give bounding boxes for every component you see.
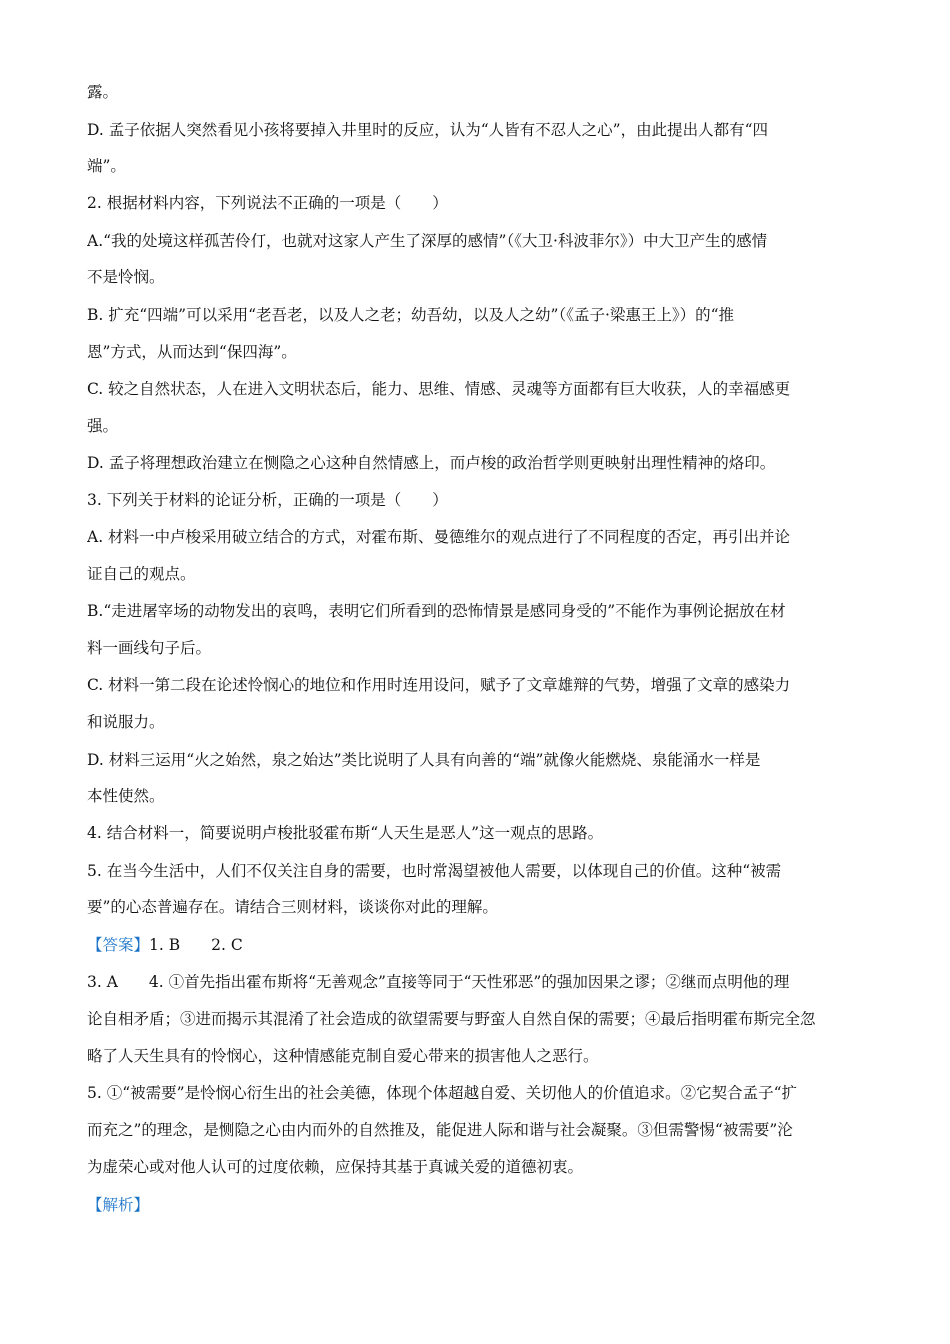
text-line: 强。 xyxy=(87,417,119,435)
analysis-line xyxy=(87,1195,877,1215)
answer-text-line: 为虚荣心或对他人认可的过度依赖，应保持其基于真诚关爱的道德初衷。 xyxy=(87,1158,584,1176)
answer-first: 1. B 2. C xyxy=(149,936,243,954)
option-3c: C. 材料一第二段在论述怜悯心的地位和作用时连用设问，赋予了文章雄辩的气势，增强了文章的感染力 xyxy=(87,676,791,694)
answer-text-line: 论自相矛盾；③进而揭示其混淆了社会造成的欲望需要与野蛮人自然自保的需要；④最后指明霍布斯完全忽 xyxy=(87,1010,816,1028)
option-2a: A.“我的处境这样孤苦伶仃，也就对这家人产生了深厚的感情”（《大卫·科波菲尔》）中大卫产生的感情 xyxy=(87,232,768,250)
option-3a: A. 材料一中卢梭采用破立结合的方式，对霍布斯、曼德维尔的观点进行了不同程度的否定，再引出并论 xyxy=(87,528,791,546)
question-3-stem: 3. 下列关于材料的论证分析，正确的一项是（ ） xyxy=(87,491,448,509)
text-line: 不是怜悯。 xyxy=(87,268,165,286)
option-2c: C. 较之自然状态，人在进入文明状态后，能力、思维、情感、灵魂等方面都有巨大收获，人的幸福感更 xyxy=(87,380,791,398)
text-line: 本性使然。 xyxy=(87,787,165,805)
option-3b: B.“走进屠宰场的动物发出的哀鸣，表明它们所看到的恐怖情景是感同身受的”不能作为事例论据放在材 xyxy=(87,602,786,620)
text-line: 证自己的观点。 xyxy=(87,565,196,583)
answer-text-line: 3. A 4. ①首先指出霍布斯将“无善观念”直接等同于“天性邪恶”的强加因果之谬；②继而点明他的理 xyxy=(87,973,790,991)
text-line: 和说服力。 xyxy=(87,713,165,731)
question-4-stem: 4. 结合材料一，简要说明卢梭批驳霍布斯“人天生是恶人”这一观点的思路。 xyxy=(87,824,604,842)
text-line: 料一画线句子后。 xyxy=(87,639,212,657)
answer-text-line: 而充之”的理念，是恻隐之心由内而外的自然推及，能促进人际和谐与社会凝聚。③但需警惕“被需要”沦 xyxy=(87,1121,793,1139)
text-line: 要”的心态普遍存在。请结合三则材料，谈谈你对此的理解。 xyxy=(87,898,498,916)
text-line: D. 孟子依据人突然看见小孩将要掉入井里时的反应，认为“人皆有不忍人之心”，由此提出人都有“四 xyxy=(87,121,769,139)
analysis-tag: 【解析】 xyxy=(87,1196,150,1214)
question-2-stem: 2. 根据材料内容，下列说法不正确的一项是（ ） xyxy=(87,194,448,212)
answer-line xyxy=(87,935,877,955)
question-5-stem: 5. 在当今生活中，人们不仅关注自身的需要，也时常渴望被他人需要，以体现自己的价值。这种“被需 xyxy=(87,862,782,880)
text-line: 露。 xyxy=(87,83,119,101)
answer-text-line: 5. ①“被需要”是怜悯心衍生出的社会美德，体现个体超越自爱、关切他人的价值追求。②它契合孟子“扩 xyxy=(87,1084,797,1102)
option-2b: B. 扩充“四端”可以采用“老吾老，以及人之老；幼吾幼，以及人之幼”（《孟子·梁惠王上》）的“推 xyxy=(87,306,735,324)
text-line: 端”。 xyxy=(87,157,126,175)
text-line: 恩”方式，从而达到“保四海”。 xyxy=(87,343,297,361)
answer-tag: 【答案】 xyxy=(87,936,150,954)
answer-text-line: 略了人天生具有的怜悯心，这种情感能克制自爱心带来的损害他人之恶行。 xyxy=(87,1047,599,1065)
option-3d: D. 材料三运用“火之始然，泉之始达”类比说明了人具有向善的“端”就像火能燃烧、泉能涌水一样是 xyxy=(87,751,761,769)
option-2d: D. 孟子将理想政治建立在恻隐之心这种自然情感上，而卢梭的政治哲学则更映射出理性精神的烙印。 xyxy=(87,454,776,472)
